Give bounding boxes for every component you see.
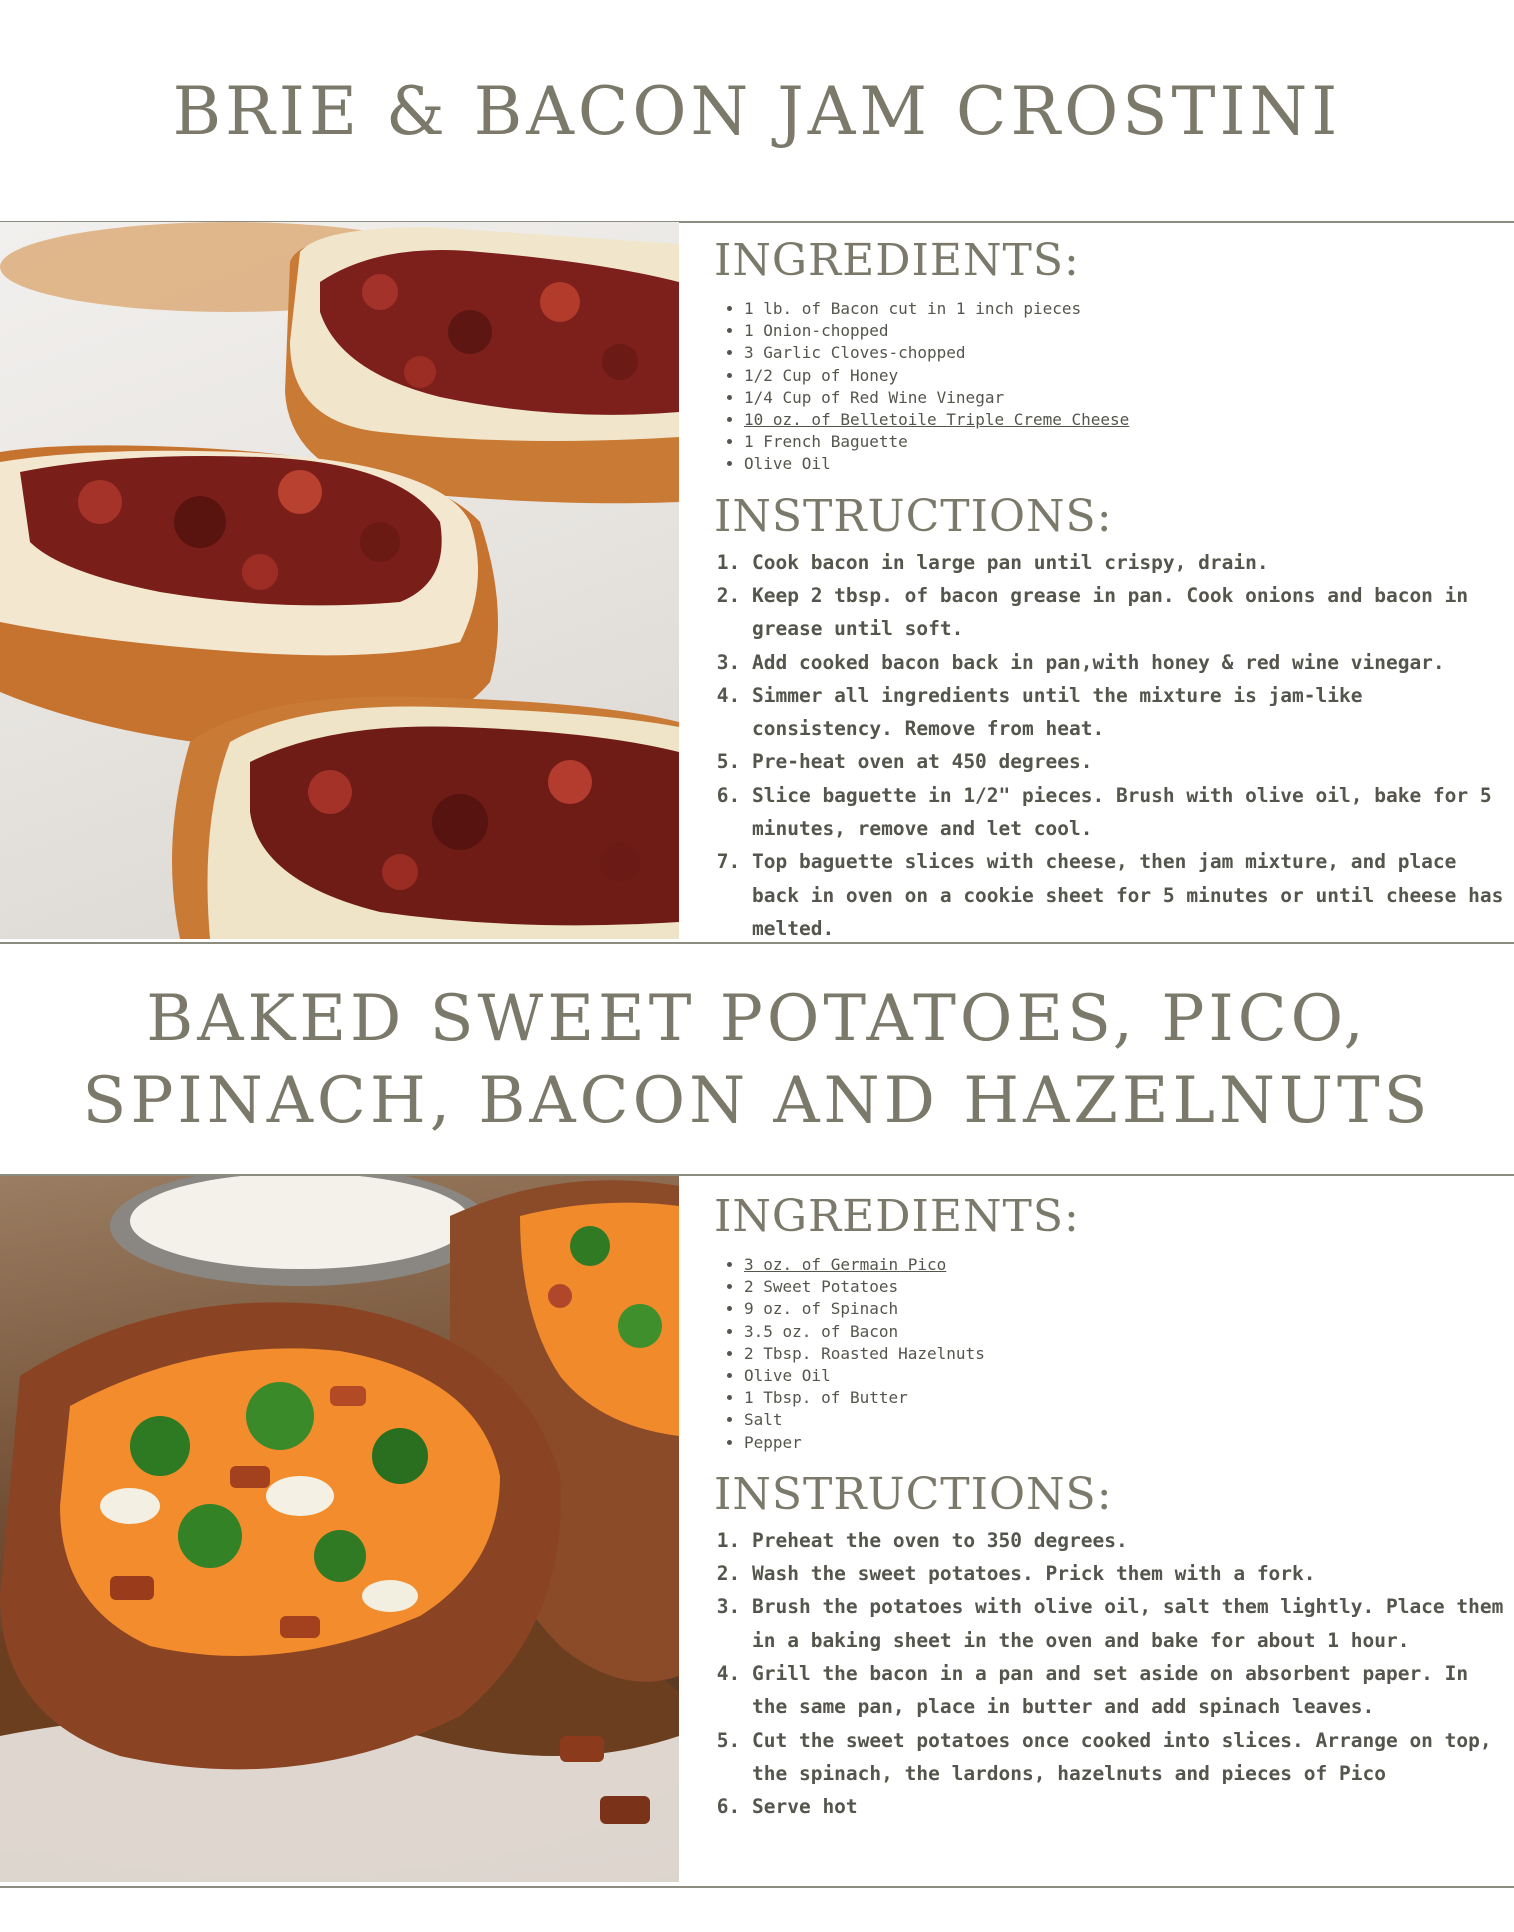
instruction-step: 5. Pre-heat oven at 450 degrees. — [752, 745, 1504, 778]
ingredient-link[interactable]: • 3 oz. of Germain Pico — [744, 1254, 1504, 1276]
list-item: • 1 lb. of Bacon cut in 1 inch pieces — [744, 298, 1504, 320]
list-item: • Olive Oil — [744, 453, 1504, 475]
list-item: • 1 Onion-chopped — [744, 320, 1504, 342]
instructions-heading: INSTRUCTIONS: — [714, 490, 1113, 542]
list-item: • 3.5 oz. of Bacon — [744, 1321, 1504, 1343]
instruction-step: 4. Grill the bacon in a pan and set aside on absorbent paper. In the same pan, place in butter and add spinach leaves. — [752, 1657, 1504, 1724]
divider — [0, 942, 1514, 944]
instruction-step: 6. Serve hot — [752, 1790, 1504, 1823]
instructions-list — [714, 1524, 1504, 1824]
instruction-step: 2. Wash the sweet potatoes. Prick them with a fork. — [752, 1557, 1504, 1590]
instructions-list — [714, 546, 1504, 946]
instruction-step: 1. Preheat the oven to 350 degrees. — [752, 1524, 1504, 1557]
list-item: • 1 French Baguette — [744, 431, 1504, 453]
crostini-photo — [0, 222, 679, 939]
list-item: • 2 Tbsp. Roasted Hazelnuts — [744, 1343, 1504, 1365]
instruction-step: 3. Brush the potatoes with olive oil, salt them lightly. Place them in a baking sheet in the oven and bake for about 1 hour. — [752, 1590, 1504, 1657]
divider — [0, 1886, 1514, 1888]
instruction-step: 4. Simmer all ingredients until the mixture is jam-like consistency. Remove from heat. — [752, 679, 1504, 746]
instruction-step: 7. Top baguette slices with cheese, then jam mixture, and place back in oven on a cookie sheet for 5 minutes or until cheese has melted. — [752, 845, 1504, 945]
sweet-potato-photo — [0, 1176, 679, 1882]
list-item: • Pepper — [744, 1432, 1504, 1454]
list-item: • Salt — [744, 1409, 1504, 1431]
recipe-2-content — [714, 1192, 1504, 1824]
ingredient-link[interactable]: • 10 oz. of Belletoile Triple Creme Cheese — [744, 409, 1504, 431]
instructions-heading: INSTRUCTIONS: — [714, 1468, 1113, 1520]
instruction-step: 6. Slice baguette in 1/2" pieces. Brush with olive oil, bake for 5 minutes, remove and let cool. — [752, 779, 1504, 846]
list-item: • 2 Sweet Potatoes — [744, 1276, 1504, 1298]
list-item: • 1 Tbsp. of Butter — [744, 1387, 1504, 1409]
instruction-step: 3. Add cooked bacon back in pan,with honey & red wine vinegar. — [752, 646, 1504, 679]
ingredients-heading: INGREDIENTS: — [714, 235, 1080, 286]
instruction-step: 1. Cook bacon in large pan until crispy, drain. — [752, 546, 1504, 579]
instruction-step: 2. Keep 2 tbsp. of bacon grease in pan. Cook onions and bacon in grease until soft. — [752, 579, 1504, 646]
list-item: • 9 oz. of Spinach — [744, 1298, 1504, 1320]
recipe-title: BRIE & BACON JAM CROSTINI — [172, 73, 1342, 150]
recipe-1-content — [714, 236, 1504, 945]
ingredients-heading: INGREDIENTS: — [714, 1191, 1080, 1242]
recipe-title: BAKED SWEET POTATOES, PICO, SPINACH, BACON AND HAZELNUTS — [82, 982, 1432, 1138]
list-item: • 1/2 Cup of Honey — [744, 365, 1504, 387]
ingredients-list — [714, 298, 1504, 476]
list-item: • 1/4 Cup of Red Wine Vinegar — [744, 387, 1504, 409]
instruction-step: 5. Cut the sweet potatoes once cooked into slices. Arrange on top, the spinach, the lardons, hazelnuts and pieces of Pico — [752, 1724, 1504, 1791]
ingredients-list — [714, 1254, 1504, 1454]
list-item: • Olive Oil — [744, 1365, 1504, 1387]
list-item: • 3 Garlic Cloves-chopped — [744, 342, 1504, 364]
